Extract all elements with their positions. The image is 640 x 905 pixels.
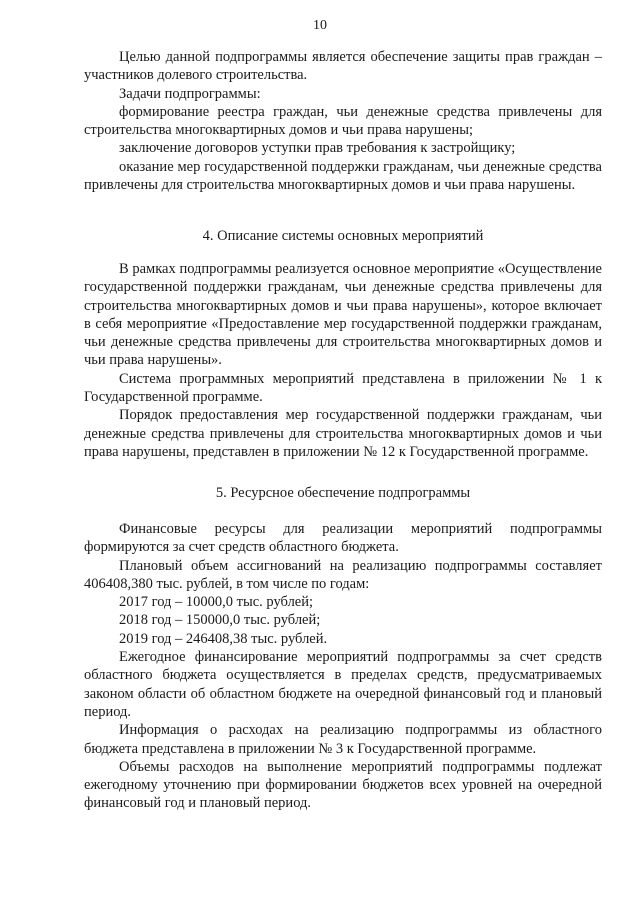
body-paragraph: Финансовые ресурсы для реализации мероприятий подпрограммы формируются за счет средств областного бюджета. xyxy=(84,521,602,556)
intro-section xyxy=(84,48,602,194)
task-item: заключение договоров уступки прав требования к застройщику; xyxy=(119,140,516,157)
body-paragraph: Плановый объем ассигнований на реализацию подпрограммы составляет 406408,380 тыс. рублей, в том числе по годам: xyxy=(84,557,602,592)
list-item: 2019 год – 246408,38 тыс. рублей. xyxy=(119,630,328,647)
body-paragraph: Ежегодное финансирование мероприятий подпрограммы за счет средств областного бюджета осуществляется в пределах средств, предусматриваемых законом области об областном бюджете на очередной финансовый год и плановый период. xyxy=(84,649,602,720)
section-4-heading: 4. Описание системы основных мероприятий xyxy=(202,228,484,244)
section-5-body xyxy=(84,520,602,813)
list-item: 2017 год – 10000,0 тыс. рублей; xyxy=(119,594,314,611)
body-paragraph: Порядок предоставления мер государственной поддержки гражданам, чьи денежные средства привлечены для строительства многоквартирных домов и чьи права нарушены, представлен в приложении № 12 к Государственной программе. xyxy=(84,407,602,460)
list-item: 2018 год – 150000,0 тыс. рублей; xyxy=(119,612,321,629)
section-4-body xyxy=(84,260,602,461)
body-paragraph: Объемы расходов на выполнение мероприятий подпрограммы подлежат ежегодному уточнению при формировании бюджетов всех уровней на очередной финансовый год и плановый период. xyxy=(84,758,602,812)
tasks-label: Задачи подпрограммы: xyxy=(119,85,261,102)
section-5-heading: 5. Ресурсное обеспечение подпрограммы xyxy=(215,485,471,501)
funding-by-year-list xyxy=(84,593,602,648)
page-number: 10 xyxy=(313,18,327,33)
body-paragraph: Информация о расходах на реализацию подпрограммы из областного бюджета представлена в приложении № 3 к Государственной программе. xyxy=(84,722,602,757)
task-item: оказание мер государственной поддержки гражданам, чьи денежные средства привлечены для строительства многоквартирных домов и чьи права нарушены. xyxy=(84,158,602,194)
goal-paragraph: Целью данной подпрограммы является обеспечение защиты прав граждан – участников долевого строительства. xyxy=(84,49,602,84)
task-item: формирование реестра граждан, чьи денежные средства привлечены для строительства многоквартирных домов и чьи права нарушены; xyxy=(84,103,602,139)
body-paragraph: В рамках подпрограммы реализуется основное мероприятие «Осуществление государственной поддержки гражданам, чьи денежные средства привлечены для строительства многоквартирных домов и чьи права нарушены», которое включает в себя мероприятие «Предоставление мер государственной поддержки гражданам, чьи денежные средства привлечены для строительства многоквартирных домов и чьи права нарушены». xyxy=(84,261,602,369)
body-paragraph: Система программных мероприятий представлена в приложении № 1 к Государственной программе. xyxy=(84,370,602,406)
